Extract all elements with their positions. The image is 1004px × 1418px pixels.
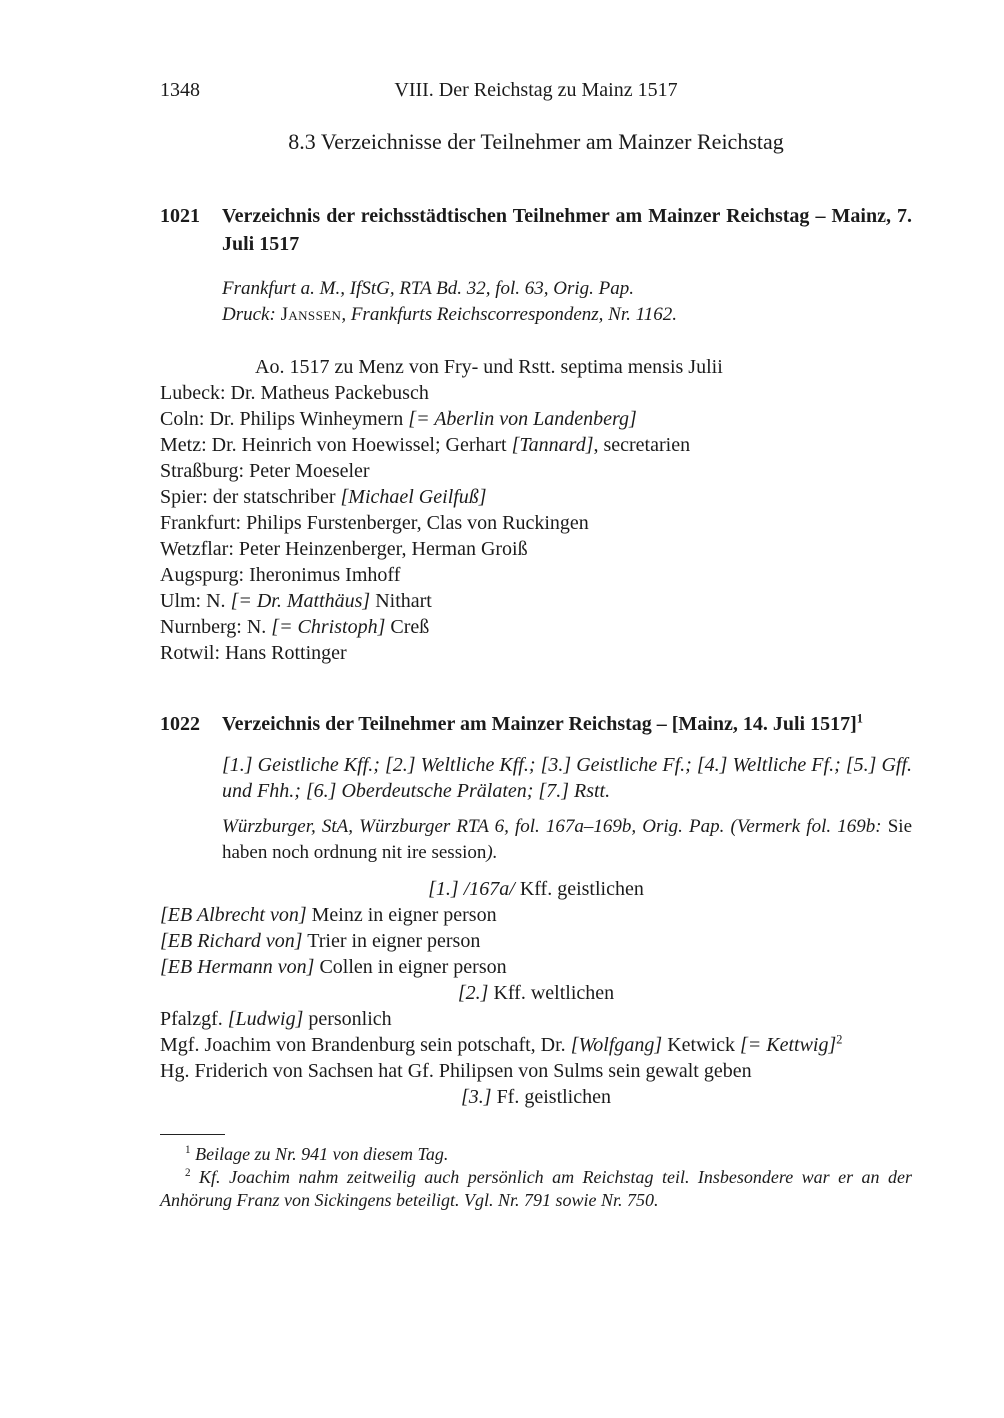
body-line: [3.] Ff. geistlichen — [460, 1086, 611, 1108]
body-line: [EB Richard von] Trier in eigner person — [160, 930, 481, 952]
page-header — [160, 78, 912, 102]
entry-1021-body — [160, 354, 912, 666]
body-line: [EB Hermann von] Collen in eigner person — [160, 956, 507, 978]
body-line: [EB Albrecht von] Meinz in eigner person — [160, 904, 497, 926]
footnote-separator-rule — [160, 1134, 225, 1135]
entry-1022-summary — [160, 752, 912, 804]
body-line: [2.] Kff. weltlichen — [457, 982, 615, 1004]
entry-1022-heading — [160, 710, 912, 738]
body-line: Hg. Friderich von Sachsen hat Gf. Philipsen von Sulms sein gewalt geben — [160, 1060, 752, 1082]
body-line: [1.] /167a/ Kff. geistlichen — [428, 878, 644, 900]
body-line: Straßburg: Peter Moeseler — [160, 460, 370, 482]
entry-1022-body — [160, 876, 912, 1110]
entry-number: 1021 — [160, 205, 200, 227]
body-line: Wetzflar: Peter Heinzenberger, Herman Groiß — [160, 538, 528, 560]
entry-title: Verzeichnis der reichsstädtischen Teilnehmer am Mainzer Reichstag – Mainz, 7. Juli 1517 — [222, 205, 912, 255]
entry-1021-source — [160, 276, 912, 328]
body-line: Pfalzgf. [Ludwig] personlich — [160, 1008, 392, 1030]
page-number: 1348 — [160, 79, 200, 101]
body-line: Nurnberg: N. [= Christoph] Creß — [160, 616, 430, 638]
entry-1021-heading — [160, 202, 912, 258]
footnote: $^2$ Kf. Joachim nahm zeitweilig auch persönlich am Reichstag teil. Insbesondere war er an der Anhörung Franz von Sickingens beteiligt. Vgl. Nr. 791 sowie Nr. 750. — [160, 1167, 912, 1210]
source-line: Frankfurt a. M., IfStG, RTA Bd. 32, fol. 63, Orig. Pap. — [222, 278, 635, 299]
body-line: Lubeck: Dr. Matheus Packebusch — [160, 382, 429, 404]
running-header: VIII. Der Reichstag zu Mainz 1517 — [394, 79, 678, 101]
source-line: Würzburger, StA, Würzburger RTA 6, fol. 167a–169b, Orig. Pap. (Vermerk fol. 169b: Sie haben noch ordnung nit ire session). — [222, 816, 912, 863]
body-line: Metz: Dr. Heinrich von Hoewissel; Gerhart [Tannard], secretarien — [160, 434, 691, 456]
body-line: Mgf. Joachim von Brandenburg sein potschaft, Dr. [Wolfgang] Ketwick [= Kettwig]$^2$ — [160, 1032, 843, 1056]
body-line: Augspurg: Iheronimus Imhoff — [160, 564, 401, 586]
body-line: Rotwil: Hans Rottinger — [160, 642, 347, 664]
footnote: $^1$ Beilage zu Nr. 941 von diesem Tag. — [185, 1144, 449, 1164]
summary-line: [1.] Geistliche Kff.; [2.] Weltliche Kff.; [3.] Geistliche Ff.; [4.] Weltliche Ff.; [5.] Gff. und Fhh.; [6.] Oberdeutsche Prälaten; [7.] Rstt. — [222, 754, 912, 802]
body-line: Ao. 1517 zu Menz von Fry- und Rstt. septima mensis Julii — [255, 356, 723, 378]
source-line: Druck: Janssen, Frankfurts Reichscorrespondenz, Nr. 1162. — [222, 304, 677, 325]
body-line: Coln: Dr. Philips Winheymern [= Aberlin von Landenberg] — [160, 408, 637, 430]
footnotes — [160, 1143, 912, 1212]
entry-number: 1022 — [160, 713, 200, 735]
section-title: 8.3 Verzeichnisse der Teilnehmer am Mainzer Reichstag — [288, 129, 784, 154]
entry-title: Verzeichnis der Teilnehmer am Mainzer Reichstag – [Mainz, 14. Juli 1517]$^1$ — [222, 711, 863, 735]
footnote-area — [160, 1134, 912, 1212]
body-line: Spier: der statschriber [Michael Geilfuß] — [160, 486, 487, 508]
body-line: Ulm: N. [= Dr. Matthäus] Nithart — [160, 590, 432, 612]
body-line: Frankfurt: Philips Furstenberger, Clas von Ruckingen — [160, 512, 589, 534]
entry-1022-source — [160, 814, 912, 866]
